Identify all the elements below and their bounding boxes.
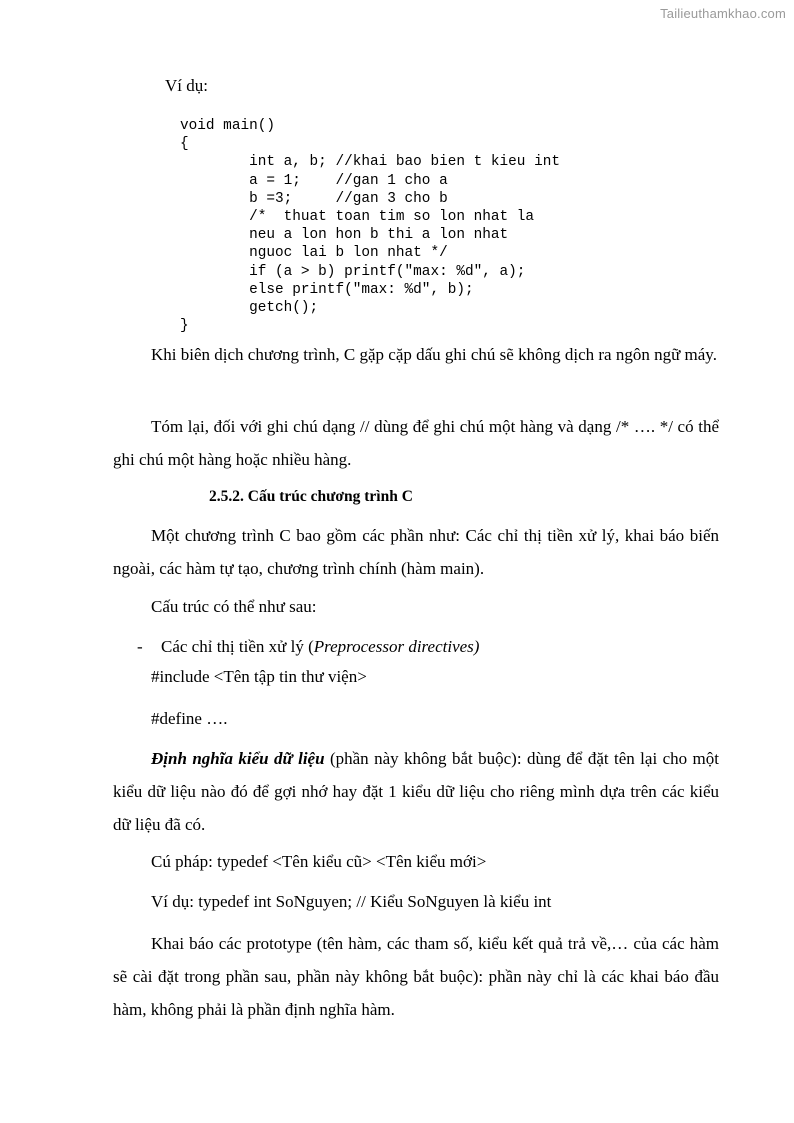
code-block [180,117,560,335]
paragraph-program-structure: Một chương trình C bao gồm các phần như: Các chỉ thị tiền xử lý, khai báo biến ngoài, các hàm tự tạo, chương trình chính (hàm main). [113,526,719,578]
code-line: int a, b; //khai bao bien t kieu int [180,154,560,171]
section-heading: 2.5.2. Cấu trúc chương trình C [209,488,413,505]
code-line: { [180,136,189,153]
bullet-text: Các chỉ thị tiền xử lý ( [161,637,314,656]
example-label: Ví dụ: [165,76,208,95]
bullet-dash: - [137,637,143,656]
code-line: if (a > b) printf("max: %d", a); [180,263,526,280]
code-line: getch(); [180,300,319,317]
paragraph-compile-note: Khi biên dịch chương trình, C gặp cặp dấu ghi chú sẽ không dịch ra ngôn ngữ máy. [151,345,717,364]
define-line: #define …. [151,709,228,728]
syntax-line: Cú pháp: typedef <Tên kiểu cũ> <Tên kiểu mới> [151,852,487,871]
include-line: #include <Tên tập tin thư viện> [151,667,367,686]
paragraph-prototype: Khai báo các prototype (tên hàm, các tham số, kiểu kết quả trả về,… của các hàm sẽ cài đặt trong phần sau, phần này không bắt buộc): phần này chỉ là các khai báo đầu hàm, không phải là phần định nghĩa hàm. [113,934,719,1019]
code-line: b =3; //gan 3 cho b [180,190,448,207]
typedef-description: (phần này không bắt buộc): dùng để đặt tên lại cho một kiểu dữ liệu nào đó để gợi nhớ hay đặt 1 kiểu dữ liệu cho riêng mình dựa trên các kiểu dữ liệu đã có. [113,749,719,834]
typedef-example-line: Ví dụ: typedef int SoNguyen; // Kiểu SoNguyen là kiểu int [151,892,552,911]
code-line: nguoc lai b lon nhat */ [180,245,448,262]
bullet-preprocessor [137,637,479,657]
code-line: else printf("max: %d", b); [180,281,474,298]
bullet-italic-text: Preprocessor directives) [313,637,480,656]
code-line: neu a lon hon b thi a lon nhat [180,227,509,244]
typedef-bold-term: Định nghĩa kiểu dữ liệu [151,749,325,768]
paragraph-structure-intro: Cấu trúc có thể như sau: [151,597,317,616]
code-line: } [180,318,189,335]
paragraph-comment-summary: Tóm lại, đối với ghi chú dạng // dùng để ghi chú một hàng và dạng /* …. */ có thể ghi chú một hàng hoặc nhiều hàng. [113,417,719,469]
code-line: void main() [180,118,275,134]
code-line: a = 1; //gan 1 cho a [180,172,448,189]
watermark: Tailieuthamkhao.com [660,6,786,21]
code-line: /* thuat toan tim so lon nhat la [180,209,535,226]
paragraph-typedef [113,742,719,841]
